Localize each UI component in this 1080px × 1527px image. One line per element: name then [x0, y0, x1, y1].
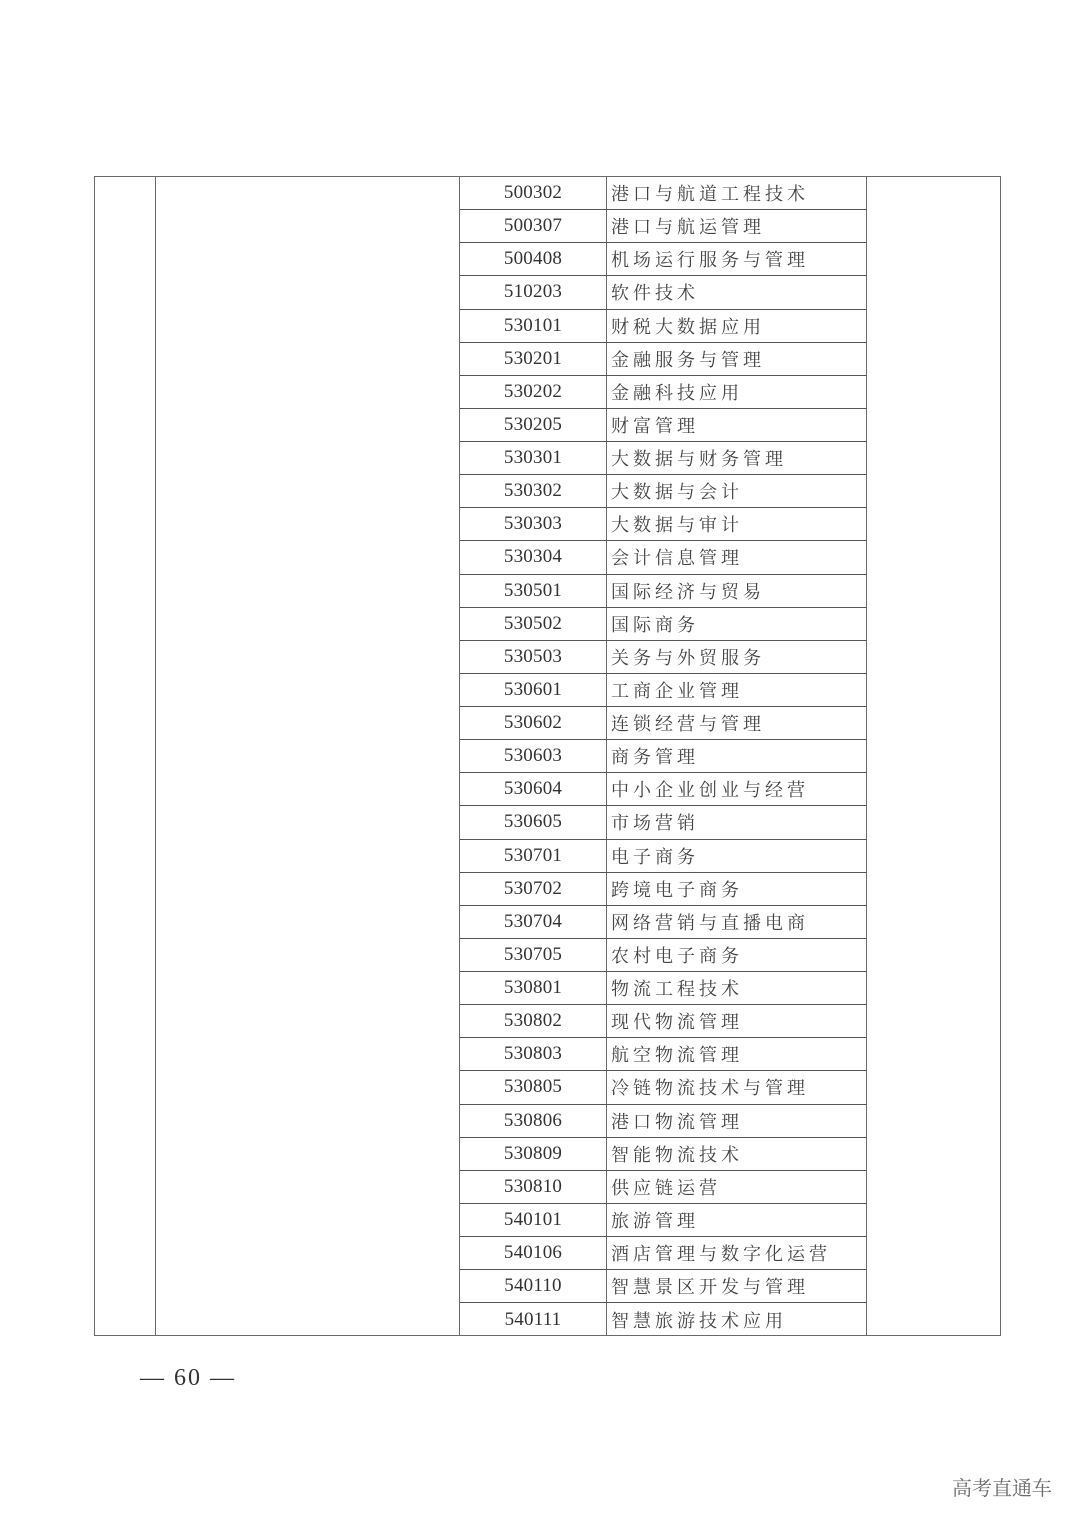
major-name-cell: 机场运行服务与管理 [611, 250, 809, 272]
major-code-cell: 540101 [460, 1204, 607, 1236]
table-row [460, 608, 867, 641]
major-name-cell: 供应链运营 [611, 1177, 721, 1199]
table-row [460, 906, 867, 939]
table-row [460, 210, 867, 243]
table-row [460, 243, 867, 276]
major-code-cell: 510203 [460, 276, 607, 308]
major-code-cell: 500302 [460, 177, 607, 209]
table-row [460, 475, 867, 508]
major-code-cell: 530304 [460, 541, 607, 573]
major-code-cell: 530605 [460, 806, 607, 838]
table-row [460, 806, 867, 839]
table-row [460, 1171, 867, 1204]
major-code-cell: 530603 [460, 740, 607, 772]
major-code-cell: 530301 [460, 442, 607, 474]
table-row [460, 442, 867, 475]
major-code-cell: 530201 [460, 343, 607, 375]
major-name-cell: 财富管理 [611, 415, 699, 437]
major-code-cell: 540111 [460, 1303, 607, 1336]
major-name-cell: 酒店管理与数字化运营 [611, 1244, 831, 1266]
major-name-cell: 大数据与会计 [611, 482, 743, 504]
major-name-cell: 航空物流管理 [611, 1045, 743, 1067]
major-code-cell: 530303 [460, 508, 607, 540]
table-row [460, 773, 867, 806]
table-row [460, 276, 867, 309]
major-code-cell: 530501 [460, 575, 607, 607]
major-code-cell: 530202 [460, 376, 607, 408]
major-name-cell: 智慧景区开发与管理 [611, 1277, 809, 1299]
table-row [460, 1071, 867, 1104]
major-name-cell: 农村电子商务 [611, 945, 743, 967]
major-code-cell: 530806 [460, 1105, 607, 1137]
major-code-cell: 530205 [460, 409, 607, 441]
major-name-cell: 国际商务 [611, 614, 699, 636]
major-code-cell: 530810 [460, 1171, 607, 1203]
major-code-cell: 530101 [460, 310, 607, 342]
table-rows [460, 177, 867, 1336]
major-name-cell: 智能物流技术 [611, 1144, 743, 1166]
watermark: 高考直通车 [952, 1476, 1052, 1500]
major-name-cell: 国际经济与贸易 [611, 581, 765, 603]
table-row [460, 740, 867, 773]
major-name-cell: 港口与航道工程技术 [611, 184, 809, 206]
table-row [460, 310, 867, 343]
table-row [460, 575, 867, 608]
major-name-cell: 物流工程技术 [611, 979, 743, 1001]
table-row [460, 1270, 867, 1303]
major-name-cell: 电子商务 [611, 846, 699, 868]
major-name-cell: 冷链物流技术与管理 [611, 1078, 809, 1100]
table-row [460, 939, 867, 972]
table-row [460, 508, 867, 541]
major-code-cell: 530302 [460, 475, 607, 507]
major-code-cell: 530705 [460, 939, 607, 971]
major-code-cell: 500307 [460, 210, 607, 242]
column-divider-1 [155, 177, 156, 1335]
major-name-cell: 网络营销与直播电商 [611, 912, 809, 934]
major-code-cell: 540106 [460, 1237, 607, 1269]
major-name-cell: 金融科技应用 [611, 382, 743, 404]
major-name-cell: 现代物流管理 [611, 1012, 743, 1034]
major-code-cell: 530805 [460, 1071, 607, 1103]
major-code-cell: 530704 [460, 906, 607, 938]
major-name-cell: 大数据与财务管理 [611, 449, 787, 471]
major-code-cell: 530604 [460, 773, 607, 805]
major-code-cell: 530809 [460, 1138, 607, 1170]
table-row [460, 840, 867, 873]
major-name-cell: 连锁经营与管理 [611, 714, 765, 736]
major-code-cell: 530701 [460, 840, 607, 872]
major-name-cell: 市场营销 [611, 813, 699, 835]
major-code-cell: 530802 [460, 1005, 607, 1037]
major-name-cell: 智慧旅游技术应用 [611, 1310, 787, 1332]
major-name-cell: 跨境电子商务 [611, 879, 743, 901]
table-row [460, 409, 867, 442]
table-row [460, 343, 867, 376]
major-name-cell: 会计信息管理 [611, 548, 743, 570]
major-name-cell: 关务与外贸服务 [611, 647, 765, 669]
major-name-cell: 中小企业创业与经营 [611, 780, 809, 802]
major-code-table [94, 176, 1001, 1336]
table-row [460, 972, 867, 1005]
table-row [460, 1237, 867, 1270]
major-name-cell: 财税大数据应用 [611, 316, 765, 338]
major-code-cell: 530503 [460, 641, 607, 673]
major-code-cell: 530801 [460, 972, 607, 1004]
table-row [460, 541, 867, 574]
major-code-cell: 530602 [460, 707, 607, 739]
table-row [460, 177, 867, 210]
major-code-cell: 530702 [460, 873, 607, 905]
table-row [460, 1204, 867, 1237]
major-name-cell: 工商企业管理 [611, 680, 743, 702]
major-name-cell: 软件技术 [611, 283, 699, 305]
major-code-cell: 540110 [460, 1270, 607, 1302]
table-row [460, 1138, 867, 1171]
major-name-cell: 大数据与审计 [611, 515, 743, 537]
table-row [460, 641, 867, 674]
table-row [460, 707, 867, 740]
major-name-cell: 港口与航运管理 [611, 217, 765, 239]
major-code-cell: 530601 [460, 674, 607, 706]
major-name-cell: 商务管理 [611, 747, 699, 769]
major-code-cell: 530803 [460, 1038, 607, 1070]
table-row [460, 376, 867, 409]
major-name-cell: 旅游管理 [611, 1210, 699, 1232]
major-code-cell: 500408 [460, 243, 607, 275]
major-code-cell: 530502 [460, 608, 607, 640]
table-row [460, 873, 867, 906]
table-row [460, 674, 867, 707]
table-row [460, 1005, 867, 1038]
page-number: — 60 — [140, 1365, 236, 1391]
table-row [460, 1105, 867, 1138]
table-row [460, 1038, 867, 1071]
table-row [460, 1303, 867, 1336]
major-name-cell: 金融服务与管理 [611, 349, 765, 371]
major-name-cell: 港口物流管理 [611, 1111, 743, 1133]
